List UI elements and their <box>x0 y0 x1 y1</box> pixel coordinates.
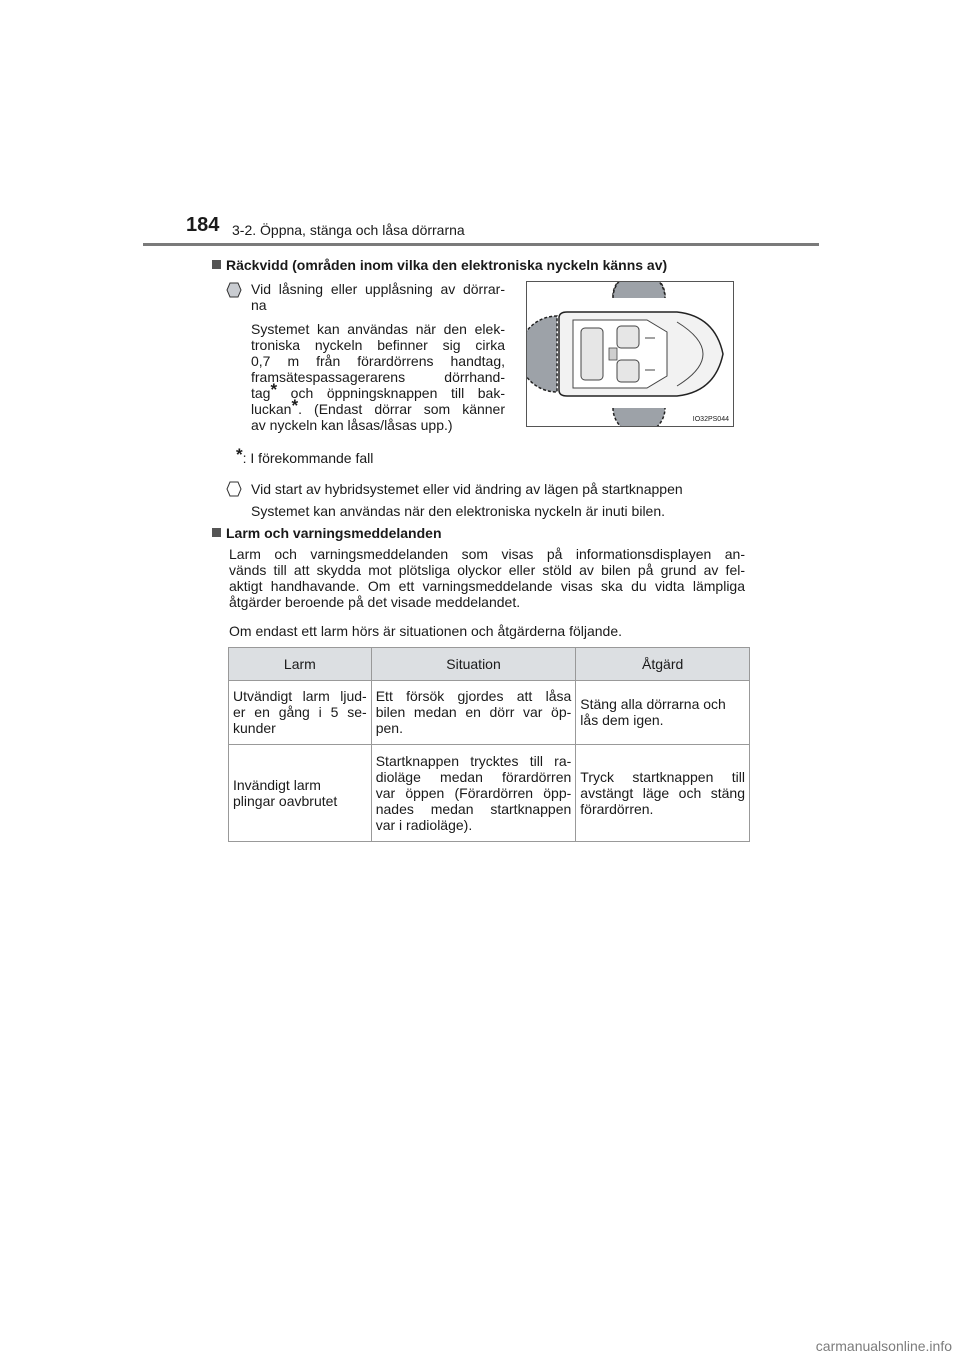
cell-line: Ett försök gjordes att låsa <box>375 688 572 704</box>
cell-line: dioläge medan förardörren <box>375 768 572 785</box>
table-header-row <box>229 648 750 681</box>
bullet-square-icon <box>212 260 221 269</box>
item1-title-line2: na <box>251 297 267 313</box>
cell-line: var i radioläge). <box>375 816 473 833</box>
item1-body-line7: av nyckeln kan låsas/låsas upp.) <box>251 417 453 433</box>
item1-body-line1: Systemet kan användas när den elek- <box>251 321 505 337</box>
key-range-figure <box>526 281 734 427</box>
car-top-view-diagram <box>527 282 733 426</box>
watermark: carmanualsonline.info <box>815 1338 952 1354</box>
cell-line: Utvändigt larm ljud- <box>233 688 367 704</box>
bullet-square-icon <box>212 528 221 537</box>
alarms-paragraph <box>229 546 745 610</box>
section-heading-range-text: Räckvidd (områden inom vilka den elektroniska nyckeln känns av) <box>226 257 668 273</box>
cell-line: pen. <box>375 720 403 736</box>
cell-line: Tryck startknappen till <box>580 768 745 785</box>
cell-line: bilen medan en dörr var öp- <box>375 704 572 720</box>
cell-line: er en gång i 5 se- <box>233 704 367 720</box>
item1-body-line4: framsätespassagerarens dörrhand- <box>251 369 505 385</box>
cell-line: lås dem igen. <box>580 712 664 728</box>
item1-body-line6 <box>251 396 505 417</box>
header-situation: Situation <box>371 648 576 681</box>
header-larm: Larm <box>229 648 372 681</box>
footnote <box>236 445 374 466</box>
cell-line: nades medan startknappen <box>375 800 572 817</box>
footnote-star: * <box>236 445 243 464</box>
item1-body-line3: 0,7 m från förardörrens handtag, <box>251 353 505 369</box>
footnote-star: * <box>291 396 299 415</box>
item1-body-line5a: tag <box>251 385 271 401</box>
alarms-paragraph-line1: Larm och varningsmeddelanden som visas på informationsdisplayen an- <box>229 546 745 562</box>
cell-situation <box>371 745 576 842</box>
item2-body: Systemet kan användas när den elektroniska nyckeln är inuti bilen. <box>251 503 666 519</box>
cell-line: plingar oavbrutet <box>233 792 338 809</box>
cell-line: kunder <box>233 720 276 736</box>
cell-situation <box>371 681 576 745</box>
cell-line: avstängt läge och stäng <box>580 784 745 801</box>
alarms-paragraph-line2: vänds till att skydda mot plötsliga olyckor eller stöld av bilen på grund av fel- <box>229 562 745 578</box>
alarms-paragraph-line4: åtgärder beroende på det visade meddelandet. <box>229 594 521 610</box>
cell-line: Stäng alla dörrarna och <box>580 696 726 712</box>
item1-body <box>251 321 505 433</box>
section-heading-alarms <box>212 525 442 541</box>
chapter-title: 3-2. Öppna, stänga och låsa dörrarna <box>232 222 465 238</box>
header-atgard: Åtgärd <box>576 648 750 681</box>
item1-body-line6a: luckan <box>251 401 292 417</box>
alarm-table <box>228 647 750 842</box>
cell-atgard <box>576 681 750 745</box>
item1-body-line5b: och öppningsknappen till bak- <box>277 385 505 401</box>
page-number: 184 <box>186 214 220 236</box>
section-heading-range <box>212 257 667 273</box>
figure-code: IO32PS044 <box>692 416 729 423</box>
section-heading-alarms-text: Larm och varningsmeddelanden <box>226 525 442 541</box>
item1-title-line1: Vid låsning eller upplåsning av dörrar- <box>251 281 505 297</box>
footnote-text: : I förekommande fall <box>242 450 374 466</box>
cell-line: Invändigt larm <box>233 776 321 793</box>
item2-title: Vid start av hybridsystemet eller vid ändring av lägen på startknappen <box>251 481 683 497</box>
footnote-star: * <box>270 380 278 399</box>
header-rule <box>143 243 819 246</box>
item1-title <box>251 281 505 313</box>
table-row <box>229 745 750 842</box>
cell-line: var öppen (Förardörren öpp- <box>375 784 572 801</box>
item1-body-line2: troniska nyckeln befinner sig cirka <box>251 337 505 353</box>
item1-body-line5 <box>251 380 505 401</box>
table-row <box>229 681 750 745</box>
cell-atgard <box>576 745 750 842</box>
hexagon-outline-bullet-icon <box>226 481 242 497</box>
alarms-intro: Om endast ett larm hörs är situationen och åtgärderna följande. <box>229 623 622 639</box>
cell-line: Startknappen trycktes till ra- <box>375 752 572 769</box>
cell-line: förardörren. <box>580 800 654 817</box>
hexagon-bullet-icon <box>226 282 242 298</box>
cell-larm <box>229 745 372 842</box>
item1-body-line6b: . (Endast dörrar som känner <box>298 401 505 417</box>
alarms-paragraph-line3: aktigt handhavande. Om ett varningsmeddelande visas ska du vidta lämpliga <box>229 578 745 594</box>
cell-larm <box>229 681 372 745</box>
